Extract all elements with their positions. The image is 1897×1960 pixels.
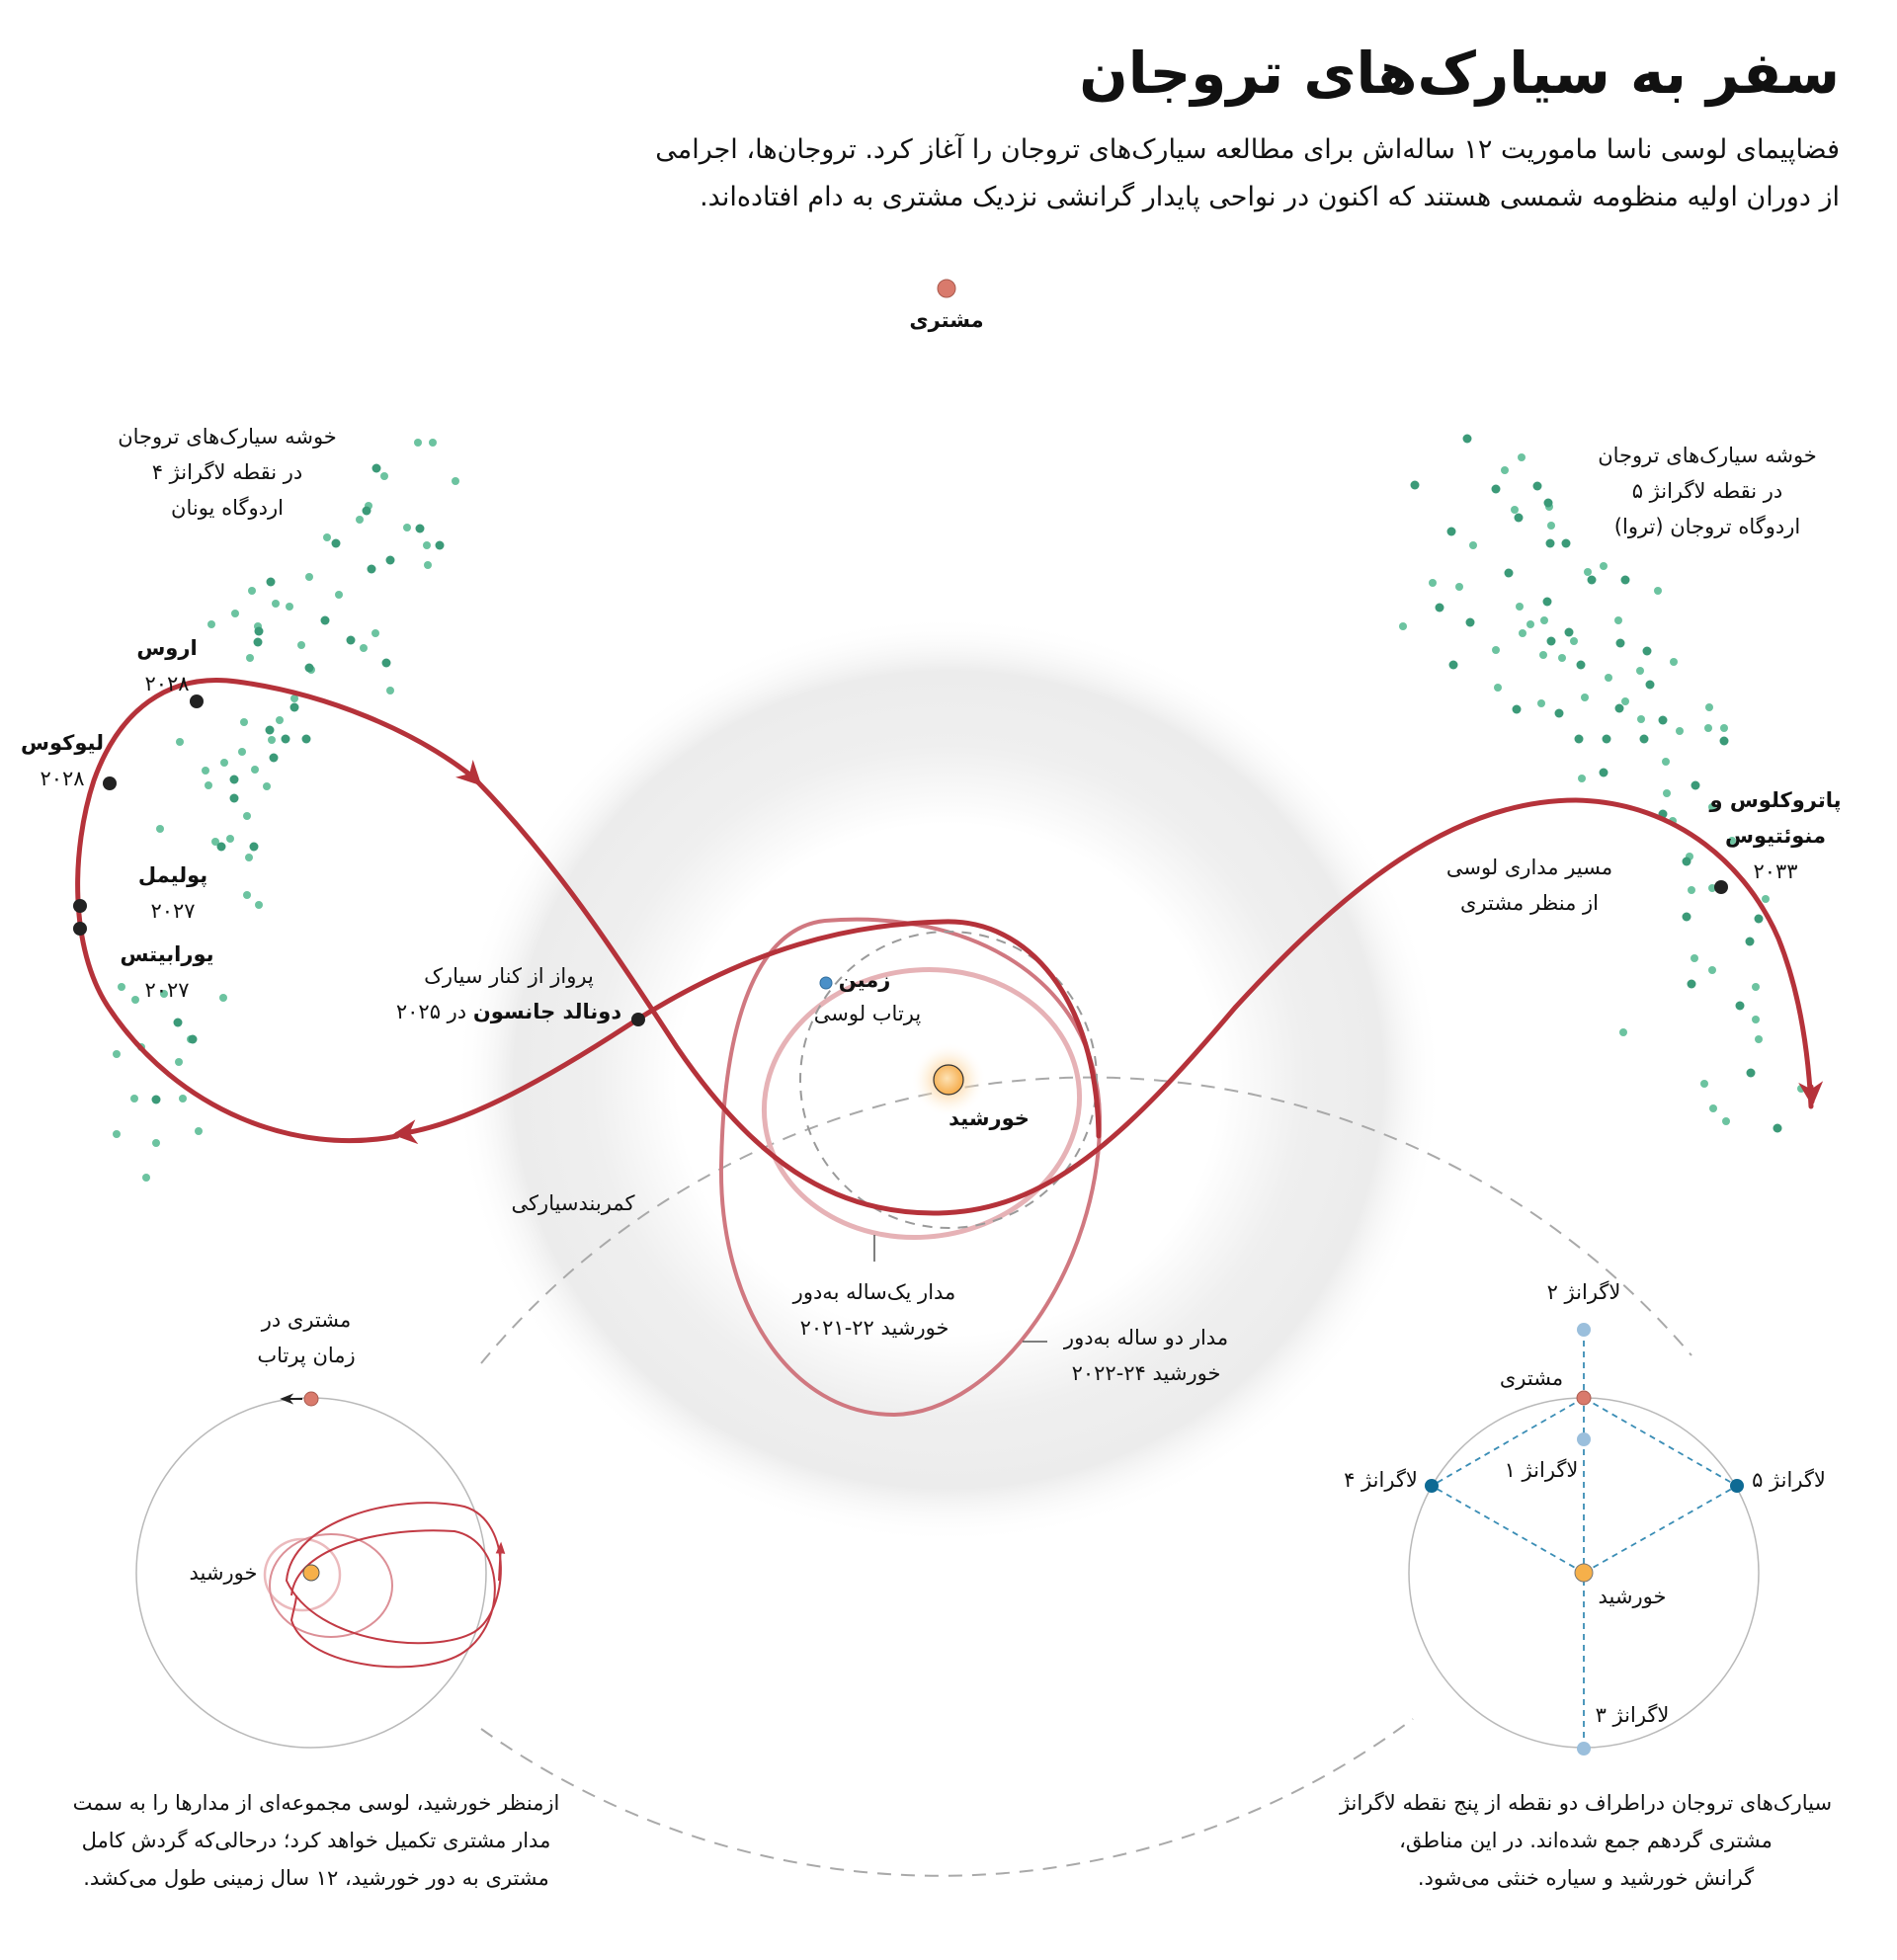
inset-right-sun-label: خورشید — [1598, 1585, 1667, 1608]
lagrange-4-label: لاگرانژ ۴ — [1344, 1468, 1418, 1492]
donaldjohanson-flyby-label: پرواز از کنار سیارک دونالد جانسون در ۲۰۲۵ — [395, 964, 622, 1023]
lagrange-2-label: لاگرانژ ۲ — [1546, 1280, 1621, 1304]
inset-right-jupiter-icon — [1577, 1391, 1591, 1405]
lagrange-1-point — [1577, 1432, 1591, 1446]
inset-left-jupiter-label: مشتری در زمان پرتاب — [257, 1308, 356, 1367]
lagrange-3-point — [1577, 1742, 1591, 1756]
lagrange-4-point — [1425, 1479, 1439, 1493]
sun-icon — [934, 1065, 963, 1095]
inset-right-sun-icon — [1575, 1564, 1593, 1582]
lagrange-1-label: لاگرانژ ۱ — [1504, 1458, 1579, 1482]
encounter-polymele-label: پولیمل ۲۰۲۷ — [137, 863, 208, 923]
sun-label: خورشید — [948, 1106, 1030, 1130]
asteroid-belt-label: کمربندسیارکی — [511, 1191, 635, 1215]
trajectory-label: مسیر مداری لوسی از منظر مشتری — [1445, 856, 1613, 915]
jupiter-label: مشتری — [909, 308, 984, 332]
encounter-patroclus-label: پاتروکلوس و منوئتیوس ۲۰۳۳ — [1709, 788, 1842, 883]
inset-left-sun-icon — [303, 1565, 319, 1581]
inset-left-sun-label: خورشید — [189, 1561, 258, 1585]
earth-label: زمین — [838, 968, 891, 992]
intro-line-1: فضاپیمای لوسی ناسا ماموریت ۱۲ ساله‌اش برای مطالعه سیارک‌های تروجان را آغاز کرد. تروجان‌ها، اجرامی — [655, 134, 1840, 165]
encounter-eurybates-label: یورابیتس ۲۰۲۷ — [120, 942, 214, 1002]
lagrange-2-point — [1577, 1323, 1591, 1337]
jupiter-icon — [938, 280, 955, 297]
eurybates-marker — [73, 922, 87, 936]
polymele-marker — [73, 899, 87, 913]
two-year-orbit-label: مدار دو ساله به‌دور خورشید ۲۴-۲۰۲۲ — [1063, 1326, 1229, 1385]
encounter-leucus-label: لیوکوس ۲۰۲۸ — [21, 731, 104, 790]
inset-right-lagrange — [1409, 1323, 1759, 1756]
earth-icon — [820, 977, 832, 989]
donaldjohanson-marker — [631, 1013, 645, 1026]
inset-right-jupiter-label: مشتری — [1499, 1366, 1564, 1390]
l4-cluster-label: خوشه سیارک‌های تروجان در نقطه لاگرانژ ۴ اردوگاه یونان — [118, 425, 337, 520]
intro-line-2: از دوران اولیه منظومه شمسی هستند که اکنون در نواحی پایدار گرانشی نزدیک مشتری به دام افتاده‌اند. — [700, 182, 1840, 212]
lagrange-3-label: لاگرانژ ۳ — [1595, 1703, 1670, 1727]
inset-left-caption: ازمنظر خورشید، لوسی مجموعه‌ای از مدارها را به سمت مدار مشتری تکمیل خواهد کرد؛ درحالی‌که گردش کامل مشتری به دور خورشید، ۱۲ سال زمینی طول می‌کشد. — [72, 1791, 560, 1890]
lagrange-5-point — [1730, 1479, 1744, 1493]
encounter-orus-label: اروس ۲۰۲۸ — [136, 636, 198, 695]
page-title: سفر به سیارک‌های تروجان — [1079, 40, 1840, 107]
inset-left-jupiter-icon — [304, 1392, 318, 1406]
l5-cluster-label: خوشه سیارک‌های تروجان در نقطه لاگرانژ ۵ اردوگاه تروجان (تروا) — [1598, 444, 1817, 538]
one-year-orbit-label: مدار یک‌ساله به‌دور خورشید ۲۲-۲۰۲۱ — [792, 1280, 956, 1340]
inset-right-caption: سیارک‌های تروجان دراطراف دو نقطه از پنج نقطه لاگرانژ مشتری گردهم جمع شده‌اند. در این مناطق، گرانش خورشید و سیاره خنثی می‌شود. — [1339, 1791, 1833, 1890]
launch-label: پرتاب لوسی — [813, 1002, 922, 1025]
lagrange-5-label: لاگرانژ ۵ — [1752, 1468, 1826, 1492]
